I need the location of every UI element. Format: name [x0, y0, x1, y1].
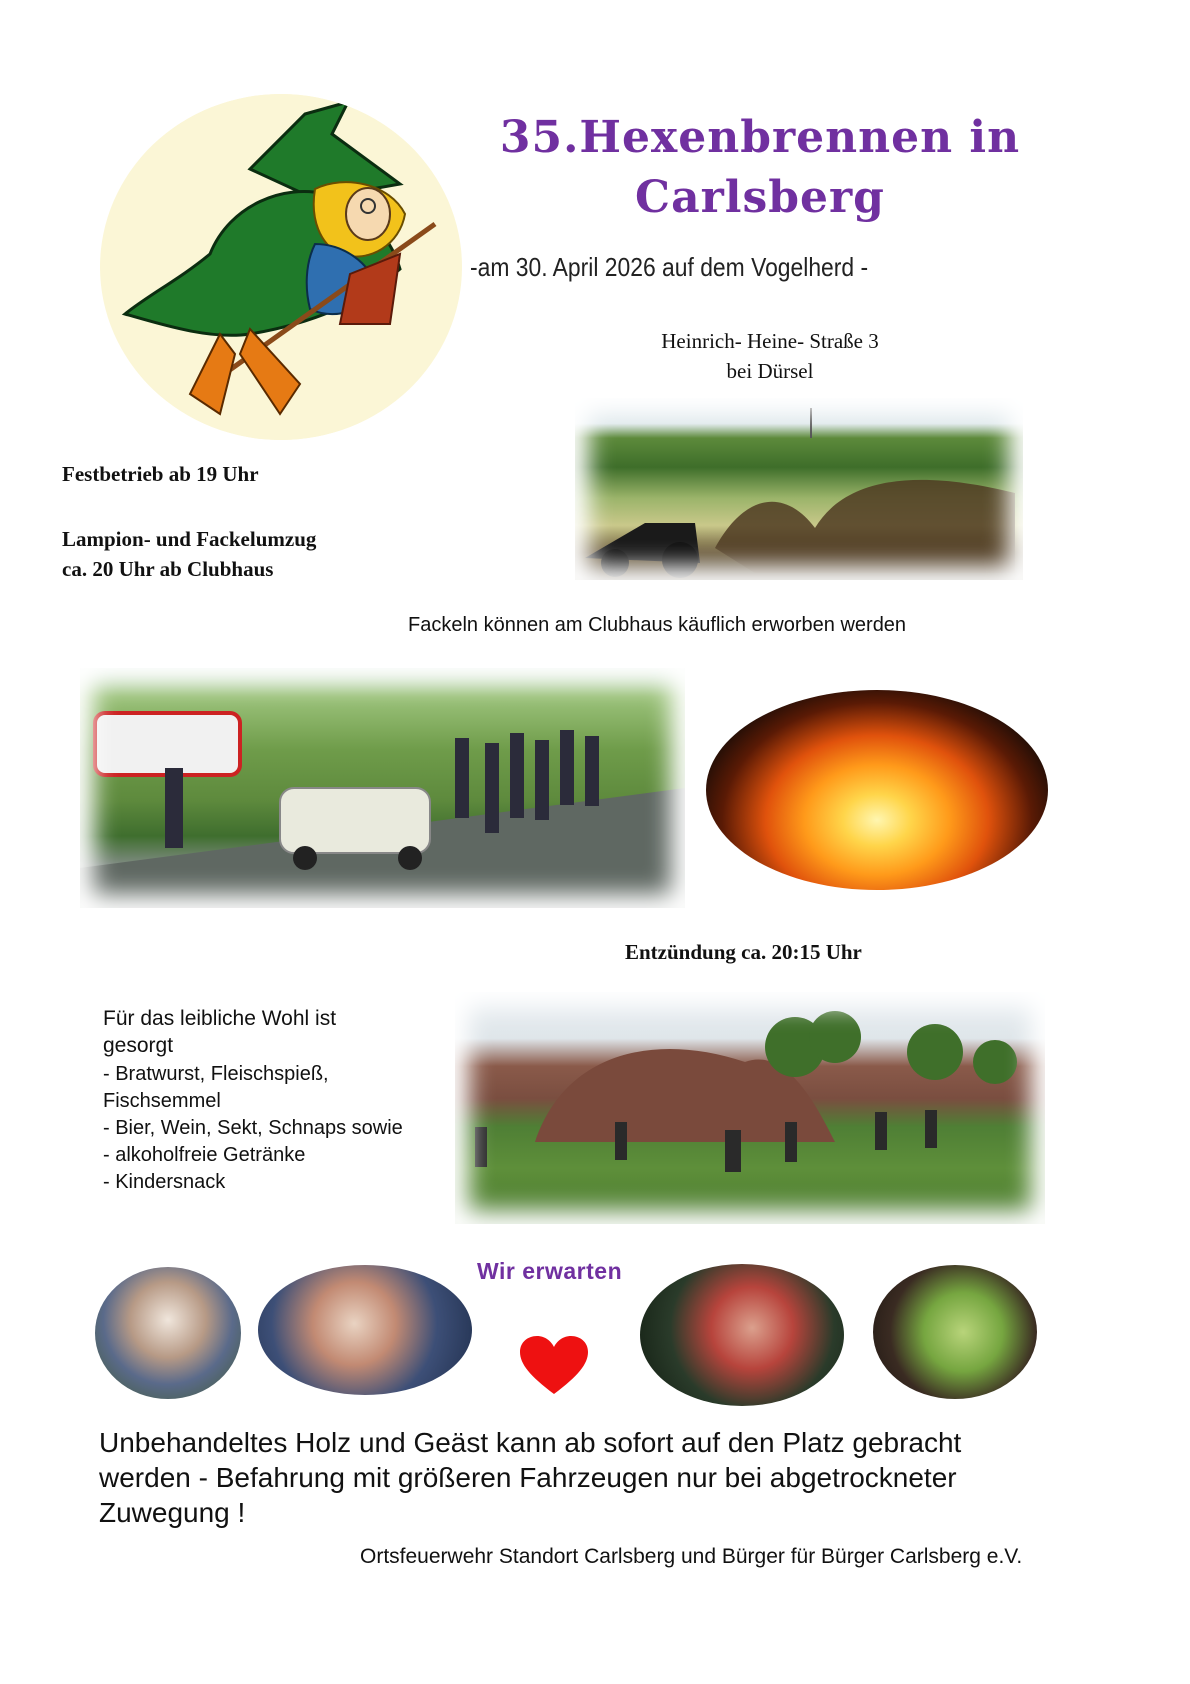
title-line-1: 35.Hexenbrennen in — [499, 112, 1021, 163]
heart-shape — [520, 1336, 588, 1396]
food-item: - Bier, Wein, Sekt, Schnaps sowie — [103, 1117, 403, 1139]
umzug-info — [62, 524, 316, 584]
parade-photo — [80, 668, 685, 908]
wood-pile-drawing — [455, 992, 1045, 1224]
address-street: Heinrich- Heine- Straße 3 — [661, 329, 879, 353]
title-line-2: Carlsberg — [635, 172, 885, 223]
guest-photo-1 — [95, 1267, 241, 1399]
guest-photo-3 — [640, 1264, 844, 1406]
food-item: - Kindersnack — [103, 1171, 226, 1193]
event-date: -am 30. April 2026 auf dem Vogelherd - — [470, 252, 869, 282]
witch-illustration — [100, 94, 462, 440]
food-item: - Bratwurst, Fleischspieß, Fischsemmel — [103, 1063, 329, 1112]
parade-photo-drawing — [80, 668, 685, 908]
field-photo-drawing — [575, 398, 1023, 580]
organizer-credit: Ortsfeuerwehr Standort Carlsberg und Bürger für Bürger Carlsberg e.V. — [360, 1545, 1023, 1568]
festbetrieb-time: Festbetrieb ab 19 Uhr — [62, 462, 259, 486]
expect-label: Wir erwarten — [477, 1258, 623, 1284]
wood-delivery-note: Unbehandeltes Holz und Geäst kann ab sofort auf den Platz gebracht werden - Befahrung mit größeren Fahrzeugen nur bei abgetrockneter Zuwegung ! — [99, 1427, 962, 1528]
event-address — [600, 326, 940, 386]
field-photo — [575, 398, 1023, 580]
food-list — [103, 1005, 403, 1196]
guest-photo-4 — [873, 1265, 1037, 1399]
umzug-line-1: Lampion- und Fackelumzug — [62, 527, 317, 551]
address-note: bei Dürsel — [726, 359, 814, 383]
witch-drawing — [100, 94, 462, 440]
guest-photo-2 — [258, 1265, 472, 1395]
umzug-line-2: ca. 20 Uhr ab Clubhaus — [62, 557, 274, 581]
food-heading: Für das leibliche Wohl ist gesorgt — [103, 1007, 337, 1057]
wood-pile-photo — [455, 992, 1045, 1224]
heart-icon — [520, 1336, 588, 1396]
fackeln-note: Fackeln können am Clubhaus käuflich erworben werden — [408, 614, 907, 636]
bonfire-photo — [706, 690, 1048, 890]
food-item: - alkoholfreie Getränke — [103, 1144, 306, 1166]
ignition-time: Entzündung ca. 20:15 Uhr — [625, 940, 862, 964]
event-title — [450, 108, 1070, 228]
